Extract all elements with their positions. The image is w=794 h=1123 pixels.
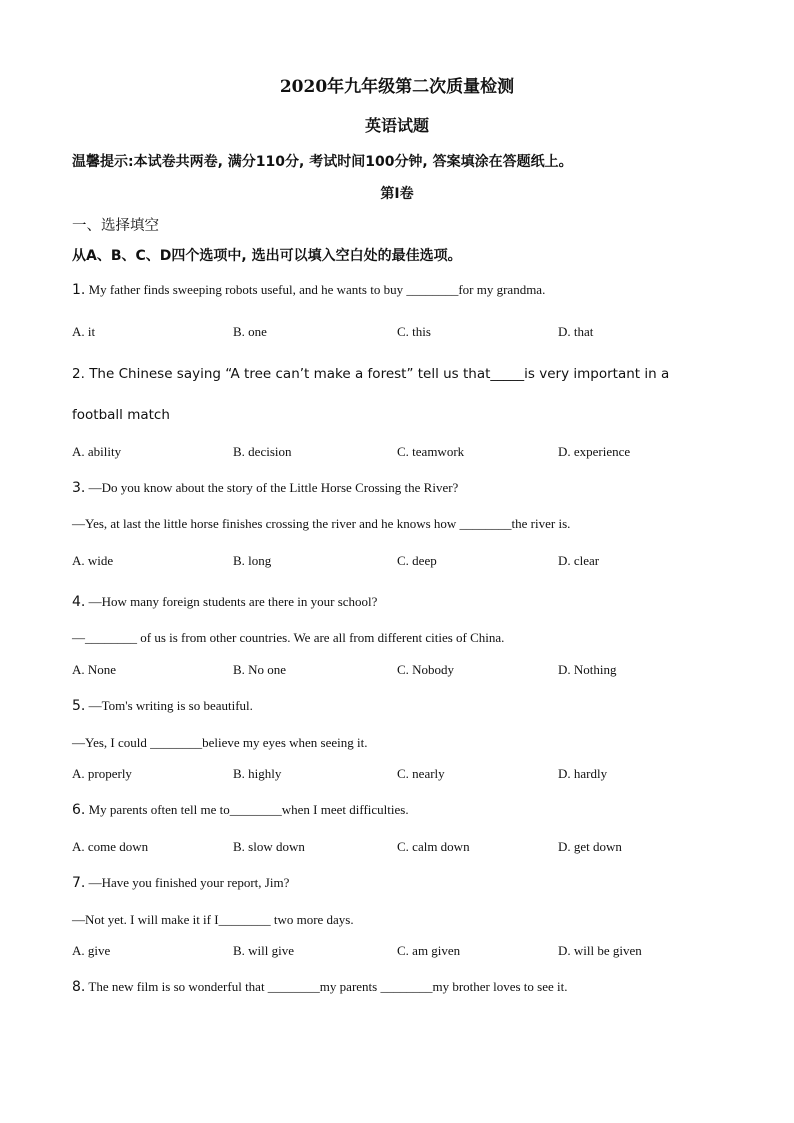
option-d[interactable]: D. that [558,324,594,339]
question-number: 4. [72,594,86,610]
question-text: —Do you know about the story of the Little Horse Crossing the River? [88,480,459,495]
question-number: 1. [72,282,86,298]
option-a[interactable]: A. ability [72,444,122,459]
section-title: 一、选择填空 [72,218,159,234]
volume-label: 第I卷 [380,186,414,202]
question-6 [72,802,409,818]
question-4 [72,594,377,610]
option-d[interactable]: D. will be given [558,943,642,958]
question-text: —Tom's writing is so beautiful. [88,698,253,713]
option-d[interactable]: D. Nothing [558,662,617,677]
question-2 [72,366,669,382]
question-number: 5. [72,698,86,714]
option-a[interactable]: A. give [72,943,111,958]
answer-line: —________ of us is from other countries. We are all from different cities of China. [72,630,505,645]
option-a[interactable]: A. None [72,662,117,677]
answer-line: —Not yet. I will make it if I________ two more days. [72,912,354,927]
question-number: 8. [72,979,86,995]
question-7 [72,875,289,891]
question-number: 7. [72,875,86,891]
option-c[interactable]: C. teamwork [397,444,465,459]
question-3 [72,480,458,496]
question-1 [72,282,545,298]
question-text: The Chinese saying “A tree can’t make a forest” tell us that_____is very important in a [89,366,670,382]
section-instruction: 从A、B、C、D四个选项中, 选出可以填入空白处的最佳选项。 [72,248,462,264]
option-a[interactable]: A. properly [72,766,132,781]
option-b[interactable]: B. slow down [233,839,305,854]
option-b[interactable]: B. will give [233,943,295,958]
option-a[interactable]: A. wide [72,553,114,568]
option-d[interactable]: D. clear [558,553,600,568]
question-text: —Have you finished your report, Jim? [88,875,290,890]
question-number: 6. [72,802,86,818]
option-b[interactable]: B. decision [233,444,292,459]
option-b[interactable]: B. highly [233,766,282,781]
question-number: 2. [72,366,85,382]
option-d[interactable]: D. get down [558,839,622,854]
option-d[interactable]: D. experience [558,444,631,459]
option-d[interactable]: D. hardly [558,766,608,781]
question-text-continued: football match [72,407,170,423]
option-b[interactable]: B. long [233,553,272,568]
answer-line: —Yes, I could ________believe my eyes when seeing it. [72,735,368,750]
question-text: —How many foreign students are there in your school? [88,594,378,609]
option-c[interactable]: C. calm down [397,839,470,854]
question-text: The new film is so wonderful that ________my parents ________my brother loves to see it. [88,979,568,994]
option-c[interactable]: C. nearly [397,766,445,781]
option-c[interactable]: C. Nobody [397,662,455,677]
subject-title: 英语试题 [364,116,429,135]
question-5 [72,698,253,714]
option-c[interactable]: C. deep [397,553,437,568]
option-a[interactable]: A. it [72,324,96,339]
page-title: 2020年九年级第二次质量检测 [279,77,515,97]
question-text: My father finds sweeping robots useful, and he wants to buy ________for my grandma. [88,282,546,297]
notice-text: 温馨提示:本试卷共两卷, 满分110分, 考试时间100分钟, 答案填涂在答题纸上。 [72,154,573,170]
option-a[interactable]: A. come down [72,839,149,854]
option-c[interactable]: C. am given [397,943,461,958]
option-c[interactable]: C. this [397,324,431,339]
question-number: 3. [72,480,86,496]
option-b[interactable]: B. one [233,324,267,339]
question-text: My parents often tell me to________when I meet difficulties. [88,802,409,817]
question-8 [72,979,568,995]
answer-line: —Yes, at last the little horse finishes crossing the river and he knows how ________the river is. [72,516,571,531]
option-b[interactable]: B. No one [233,662,287,677]
